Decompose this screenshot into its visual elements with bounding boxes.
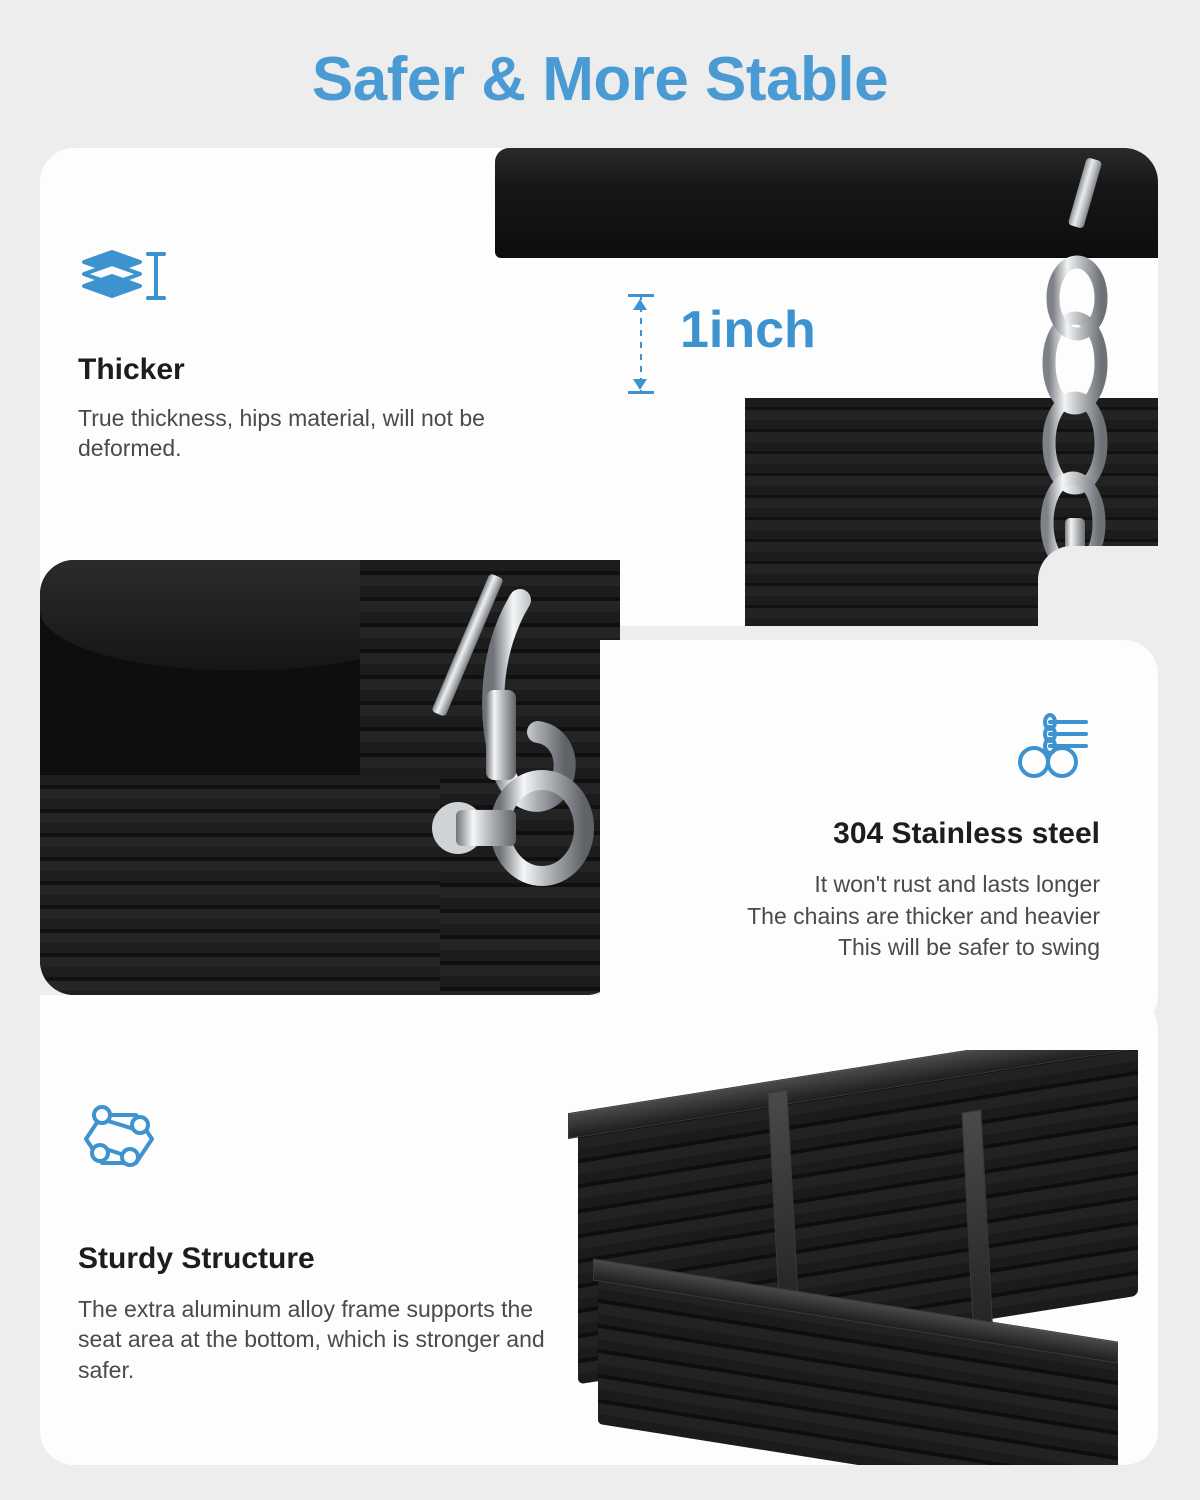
feature-card-thicker: [40, 148, 1158, 626]
feature-card-stainless: [600, 640, 1158, 1030]
dimension-arrow-up-icon: [633, 299, 647, 310]
layers-thickness-icon: [78, 248, 508, 313]
page-title: Safer & More Stable: [311, 45, 889, 114]
hook-photo-alt: [40, 670, 41, 671]
card-notch: [1038, 546, 1158, 626]
dimension-cap-bottom: [628, 391, 654, 394]
sturdy-body: The extra aluminum alloy frame supports the seat area at the bottom, which is stronger and safer.: [78, 1296, 545, 1383]
thicker-text-block: [78, 248, 508, 464]
stainless-heading: 304 Stainless steel: [833, 817, 1100, 850]
turnbuckle-hook-graphic: [370, 560, 620, 995]
stainless-body-line: This will be safer to swing: [837, 934, 1100, 961]
sturdy-heading: Sturdy Structure: [78, 1242, 315, 1275]
sturdy-text-block: [78, 1095, 578, 1385]
stainless-body-line: It won't rust and lasts longer: [814, 871, 1100, 897]
feature-card-sturdy: [40, 995, 1158, 1465]
hook-photo: [40, 560, 620, 995]
thicker-heading: Thicker: [78, 353, 185, 386]
stainless-body: [660, 869, 1100, 964]
stainless-text-block: [660, 710, 1100, 964]
dimension-arrow-down-icon: [633, 379, 647, 390]
stainless-photo-card: [40, 560, 620, 995]
stainless-body-line: The chains are thicker and heavier: [747, 902, 1100, 929]
sturdy-photo: [538, 1050, 1158, 1465]
thicker-body: True thickness, hips material, will not be deformed.: [78, 405, 485, 462]
steel-rods-icon: [660, 710, 1100, 787]
dimension-cap-top: [628, 294, 654, 297]
molecule-structure-icon: [78, 1095, 578, 1182]
thickness-callout-label: 1inch: [680, 301, 816, 359]
sturdy-photo-alt: [538, 1050, 539, 1051]
